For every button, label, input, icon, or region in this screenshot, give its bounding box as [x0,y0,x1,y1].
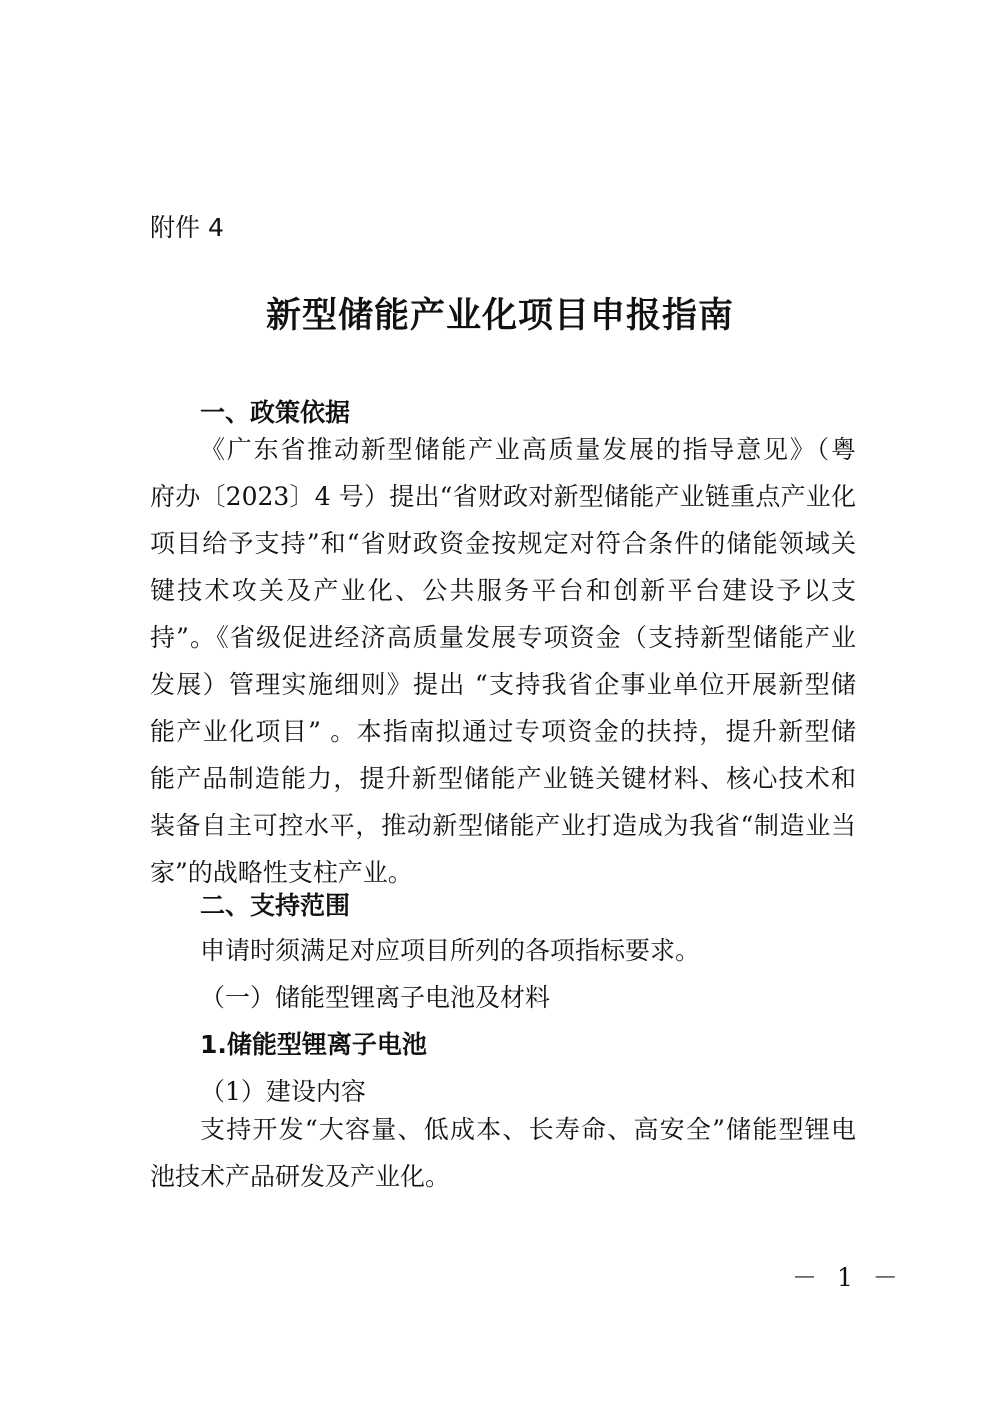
paragraph-line: 能产业化项目” 。本指南拟通过专项资金的扶持，提升新型储 [150,717,856,746]
attachment-label: 附件 4 [150,213,224,242]
paragraph-line: 装备自主可控水平，推动新型储能产业打造成为我省“制造业当 [150,811,856,840]
section1-heading: 一、政策依据 [200,398,351,427]
document-title: 新型储能产业化项目申报指南 [265,295,734,336]
paragraph-line: 持”。《省级促进经济高质量发展专项资金（支持新型储能产业 [150,623,856,652]
paragraph-line: 项目给予支持”和“省财政资金按规定对符合条件的储能领域关 [150,529,856,558]
page-number: － 1 － [792,1263,904,1292]
section2-paragraph [150,1106,856,1200]
paragraph-line: 键技术攻关及产业化、公共服务平台和创新平台建设予以支 [150,576,856,605]
section1-paragraph [150,426,856,896]
section2-intro: 申请时须满足对应项目所列的各项指标要求。 [200,936,701,965]
item-title: 1.储能型锂离子电池 [200,1030,427,1059]
paragraph-line: 支持开发“大容量、低成本、长寿命、高安全”储能型锂电 [200,1115,856,1144]
paragraph-line: 能产品制造能力，提升新型储能产业链关键材料、核心技术和 [150,764,856,793]
paragraph-line: 家”的战略性支柱产业。 [150,858,413,887]
section2-subheading: （一）储能型锂离子电池及材料 [200,983,551,1012]
paragraph-line: 发展）管理实施细则》提出 “支持我省企事业单位开展新型储 [150,670,856,699]
paragraph-line: 池技术产品研发及产业化。 [150,1162,451,1191]
paragraph-line: 府办〔2023〕4 号）提出“省财政对新型储能产业链重点产业化 [150,482,856,511]
section2-heading: 二、支持范围 [200,891,351,920]
paragraph-line: 《广东省推动新型储能产业高质量发展的指导意见》（粤 [200,435,856,464]
item-subheading: （1）建设内容 [200,1077,366,1106]
